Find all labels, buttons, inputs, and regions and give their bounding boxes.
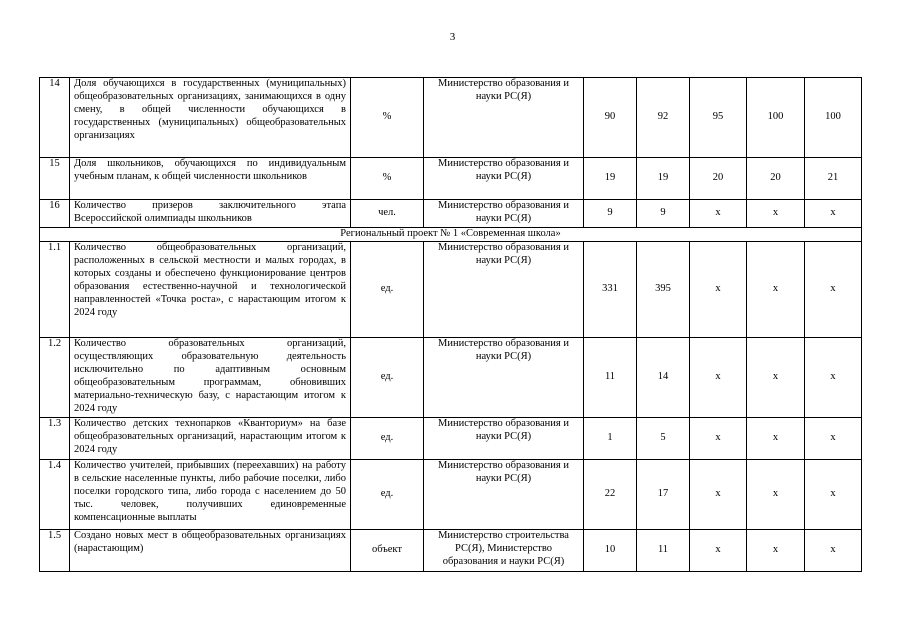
table-row [40,418,862,460]
indicator-name: Доля обучающихся в государственных (муниципальных) общеобразовательных организациях, занимающихся в одну смену, в общей численности обучающихся в государственных (муниципальных) общеобразовательных организациях [70,78,351,158]
value-cell: 11 [637,530,690,572]
value-cell: х [690,200,747,228]
section-title: Региональный проект № 1 «Современная школа» [40,228,862,242]
table-row [40,78,862,158]
value-cell: 5 [637,418,690,460]
page-number: 3 [449,31,456,43]
value-cell: х [690,530,747,572]
row-number: 1.5 [40,530,70,572]
value-cell: х [747,530,805,572]
value-cell: х [805,418,862,460]
value-cell: 20 [747,158,805,200]
value-cell: 1 [584,418,637,460]
value-cell: х [747,200,805,228]
value-cell: 395 [637,242,690,338]
value-cell: х [747,242,805,338]
value-cell: 95 [690,78,747,158]
value-cell: х [747,418,805,460]
unit-cell: ед. [351,242,424,338]
row-number: 14 [40,78,70,158]
value-cell: 331 [584,242,637,338]
indicator-name: Количество общеобразовательных организаций, расположенных в сельской местности и малых городах, в которых созданы и обеспечено функционирование центров образования естественно-научной и технологической направленностей «Точка роста», с нарастающим итогом к 2024 году [70,242,351,338]
value-cell: х [747,460,805,530]
value-cell: х [805,338,862,418]
value-cell: х [805,460,862,530]
value-cell: х [690,418,747,460]
unit-cell: % [351,78,424,158]
value-cell: х [805,530,862,572]
value-cell: 9 [637,200,690,228]
row-number: 1.2 [40,338,70,418]
indicator-name: Количество детских технопарков «Кванториум» на базе общеобразовательных организаций, нарастающим итогом к 2024 году [70,418,351,460]
unit-cell: % [351,158,424,200]
table-row [40,158,862,200]
row-number: 1.3 [40,418,70,460]
table-row [40,200,862,228]
value-cell: х [690,460,747,530]
value-cell: 90 [584,78,637,158]
table-body-bottom [40,242,862,572]
responsible-cell: Министерство строительства РС(Я), Министерство образования и науки РС(Я) [424,530,584,572]
unit-cell: ед. [351,338,424,418]
section-row [40,228,862,242]
indicator-name: Количество учителей, прибывших (переехавших) на работу в сельские населенные пункты, либо рабочие поселки, либо поселки городского типа, либо города с населением до 50 тыс. человек, получивших единовременные компенсационные выплаты [70,460,351,530]
value-cell: 17 [637,460,690,530]
responsible-cell: Министерство образования и науки РС(Я) [424,338,584,418]
table-body-top [40,78,862,228]
value-cell: х [747,338,805,418]
value-cell: 21 [805,158,862,200]
value-cell: 11 [584,338,637,418]
value-cell: 22 [584,460,637,530]
indicator-name: Доля школьников, обучающихся по индивидуальным учебным планам, к общей численности школьников [70,158,351,200]
unit-cell: ед. [351,418,424,460]
responsible-cell: Министерство образования и науки РС(Я) [424,460,584,530]
row-number: 1.4 [40,460,70,530]
table-row [40,242,862,338]
value-cell: 92 [637,78,690,158]
responsible-cell: Министерство образования и науки РС(Я) [424,200,584,228]
value-cell: 19 [637,158,690,200]
value-cell: 14 [637,338,690,418]
value-cell: 100 [805,78,862,158]
value-cell: х [690,242,747,338]
table-row [40,460,862,530]
responsible-cell: Министерство образования и науки РС(Я) [424,78,584,158]
table-row [40,530,862,572]
value-cell: 9 [584,200,637,228]
value-cell: 20 [690,158,747,200]
unit-cell: ед. [351,460,424,530]
value-cell: 100 [747,78,805,158]
indicator-name: Количество призеров заключительного этапа Всероссийской олимпиады школьников [70,200,351,228]
section-body [40,228,862,242]
indicator-name: Создано новых мест в общеобразовательных организациях (нарастающим) [70,530,351,572]
value-cell: х [805,200,862,228]
indicators-table [39,77,862,572]
unit-cell: объект [351,530,424,572]
responsible-cell: Министерство образования и науки РС(Я) [424,418,584,460]
responsible-cell: Министерство образования и науки РС(Я) [424,242,584,338]
table-row [40,338,862,418]
responsible-cell: Министерство образования и науки РС(Я) [424,158,584,200]
value-cell: х [805,242,862,338]
indicator-name: Количество образовательных организаций, осуществляющих образовательную деятельность исключительно по адаптивным основным общеобразовательным программам, обновивших материально-техническую базу, с нарастающим итогом к 2024 году [70,338,351,418]
value-cell: 19 [584,158,637,200]
row-number: 15 [40,158,70,200]
row-number: 16 [40,200,70,228]
unit-cell: чел. [351,200,424,228]
row-number: 1.1 [40,242,70,338]
value-cell: 10 [584,530,637,572]
value-cell: х [690,338,747,418]
